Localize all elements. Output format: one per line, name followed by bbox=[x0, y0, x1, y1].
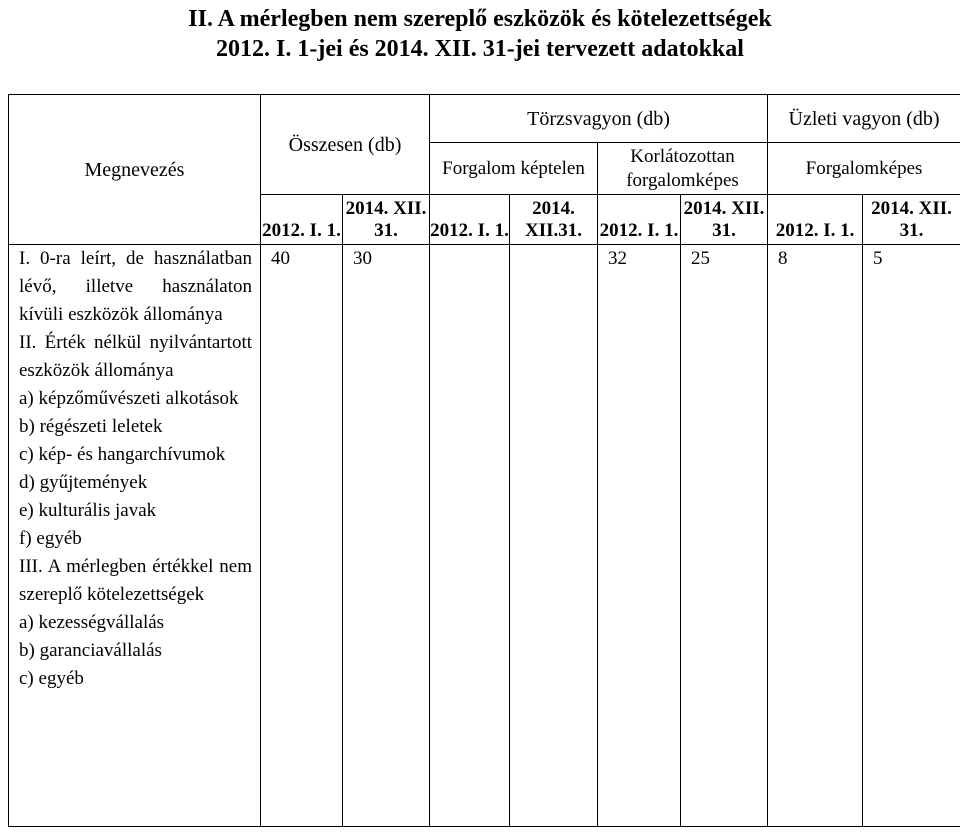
data-table bbox=[8, 94, 960, 827]
date-keptelen-2014: 2014. XII.31. bbox=[510, 195, 598, 245]
date-uzleti-2012: 2012. I. 1. bbox=[768, 195, 863, 245]
table-row bbox=[9, 245, 960, 827]
list-item: II. Érték nélkül nyilvántartott eszközök állománya bbox=[19, 332, 252, 381]
value-keptelen-2014 bbox=[510, 245, 598, 827]
date-korl-2012: 2012. I. 1. bbox=[598, 195, 681, 245]
header-total: Összesen (db) bbox=[261, 95, 430, 195]
header-korlatozottan: Korlátozottan forgalomképes bbox=[598, 143, 768, 195]
date-keptelen-2012: 2012. I. 1. bbox=[430, 195, 510, 245]
list-item: e) kulturális javak bbox=[19, 500, 157, 521]
header-name: Megnevezés bbox=[9, 95, 261, 245]
value-total-2014: 30 bbox=[343, 245, 430, 827]
date-total-2012: 2012. I. 1. bbox=[261, 195, 343, 245]
list-item: c) kép- és hangarchívumok bbox=[19, 444, 226, 465]
list-item: c) egyéb bbox=[19, 668, 84, 689]
header-forgalomkeptelen: Forgalom képtelen bbox=[430, 143, 598, 195]
list-item: f) egyéb bbox=[19, 528, 82, 549]
header-forgalomkepes: Forgalomképes bbox=[768, 143, 960, 195]
list-item: b) garanciavállalás bbox=[19, 640, 162, 661]
value-korl-2014: 25 bbox=[681, 245, 768, 827]
list-item: I. 0-ra leírt, de használatban lévő, illetve használaton kívüli eszközök állománya bbox=[19, 248, 252, 325]
list-item: a) képzőművészeti alkotások bbox=[19, 388, 239, 409]
date-total-2014: 2014. XII. 31. bbox=[343, 195, 430, 245]
date-uzleti-2014: 2014. XII. 31. bbox=[863, 195, 960, 245]
list-item: d) gyűjtemények bbox=[19, 472, 148, 493]
value-uzleti-2012: 8 bbox=[768, 245, 863, 827]
page-title bbox=[0, 0, 960, 64]
list-item: b) régészeti leletek bbox=[19, 416, 163, 437]
value-keptelen-2012 bbox=[430, 245, 510, 827]
date-korl-2014: 2014. XII. 31. bbox=[681, 195, 768, 245]
header-torzsvagyon: Törzsvagyon (db) bbox=[430, 95, 768, 143]
header-uzleti: Üzleti vagyon (db) bbox=[768, 95, 960, 143]
title-line-2: 2012. I. 1-jei és 2014. XII. 31-jei tervezett adatokkal bbox=[216, 36, 744, 62]
title-line-1: II. A mérlegben nem szereplő eszközök és kötelezettségek bbox=[188, 6, 772, 32]
list-item: III. A mérlegben értékkel nem szereplő kötelezettségek bbox=[19, 556, 252, 605]
list-item: a) kezességvállalás bbox=[19, 612, 165, 633]
value-total-2012: 40 bbox=[261, 245, 343, 827]
value-korl-2012: 32 bbox=[598, 245, 681, 827]
value-uzleti-2014: 5 bbox=[863, 245, 960, 827]
row-names bbox=[9, 245, 261, 827]
